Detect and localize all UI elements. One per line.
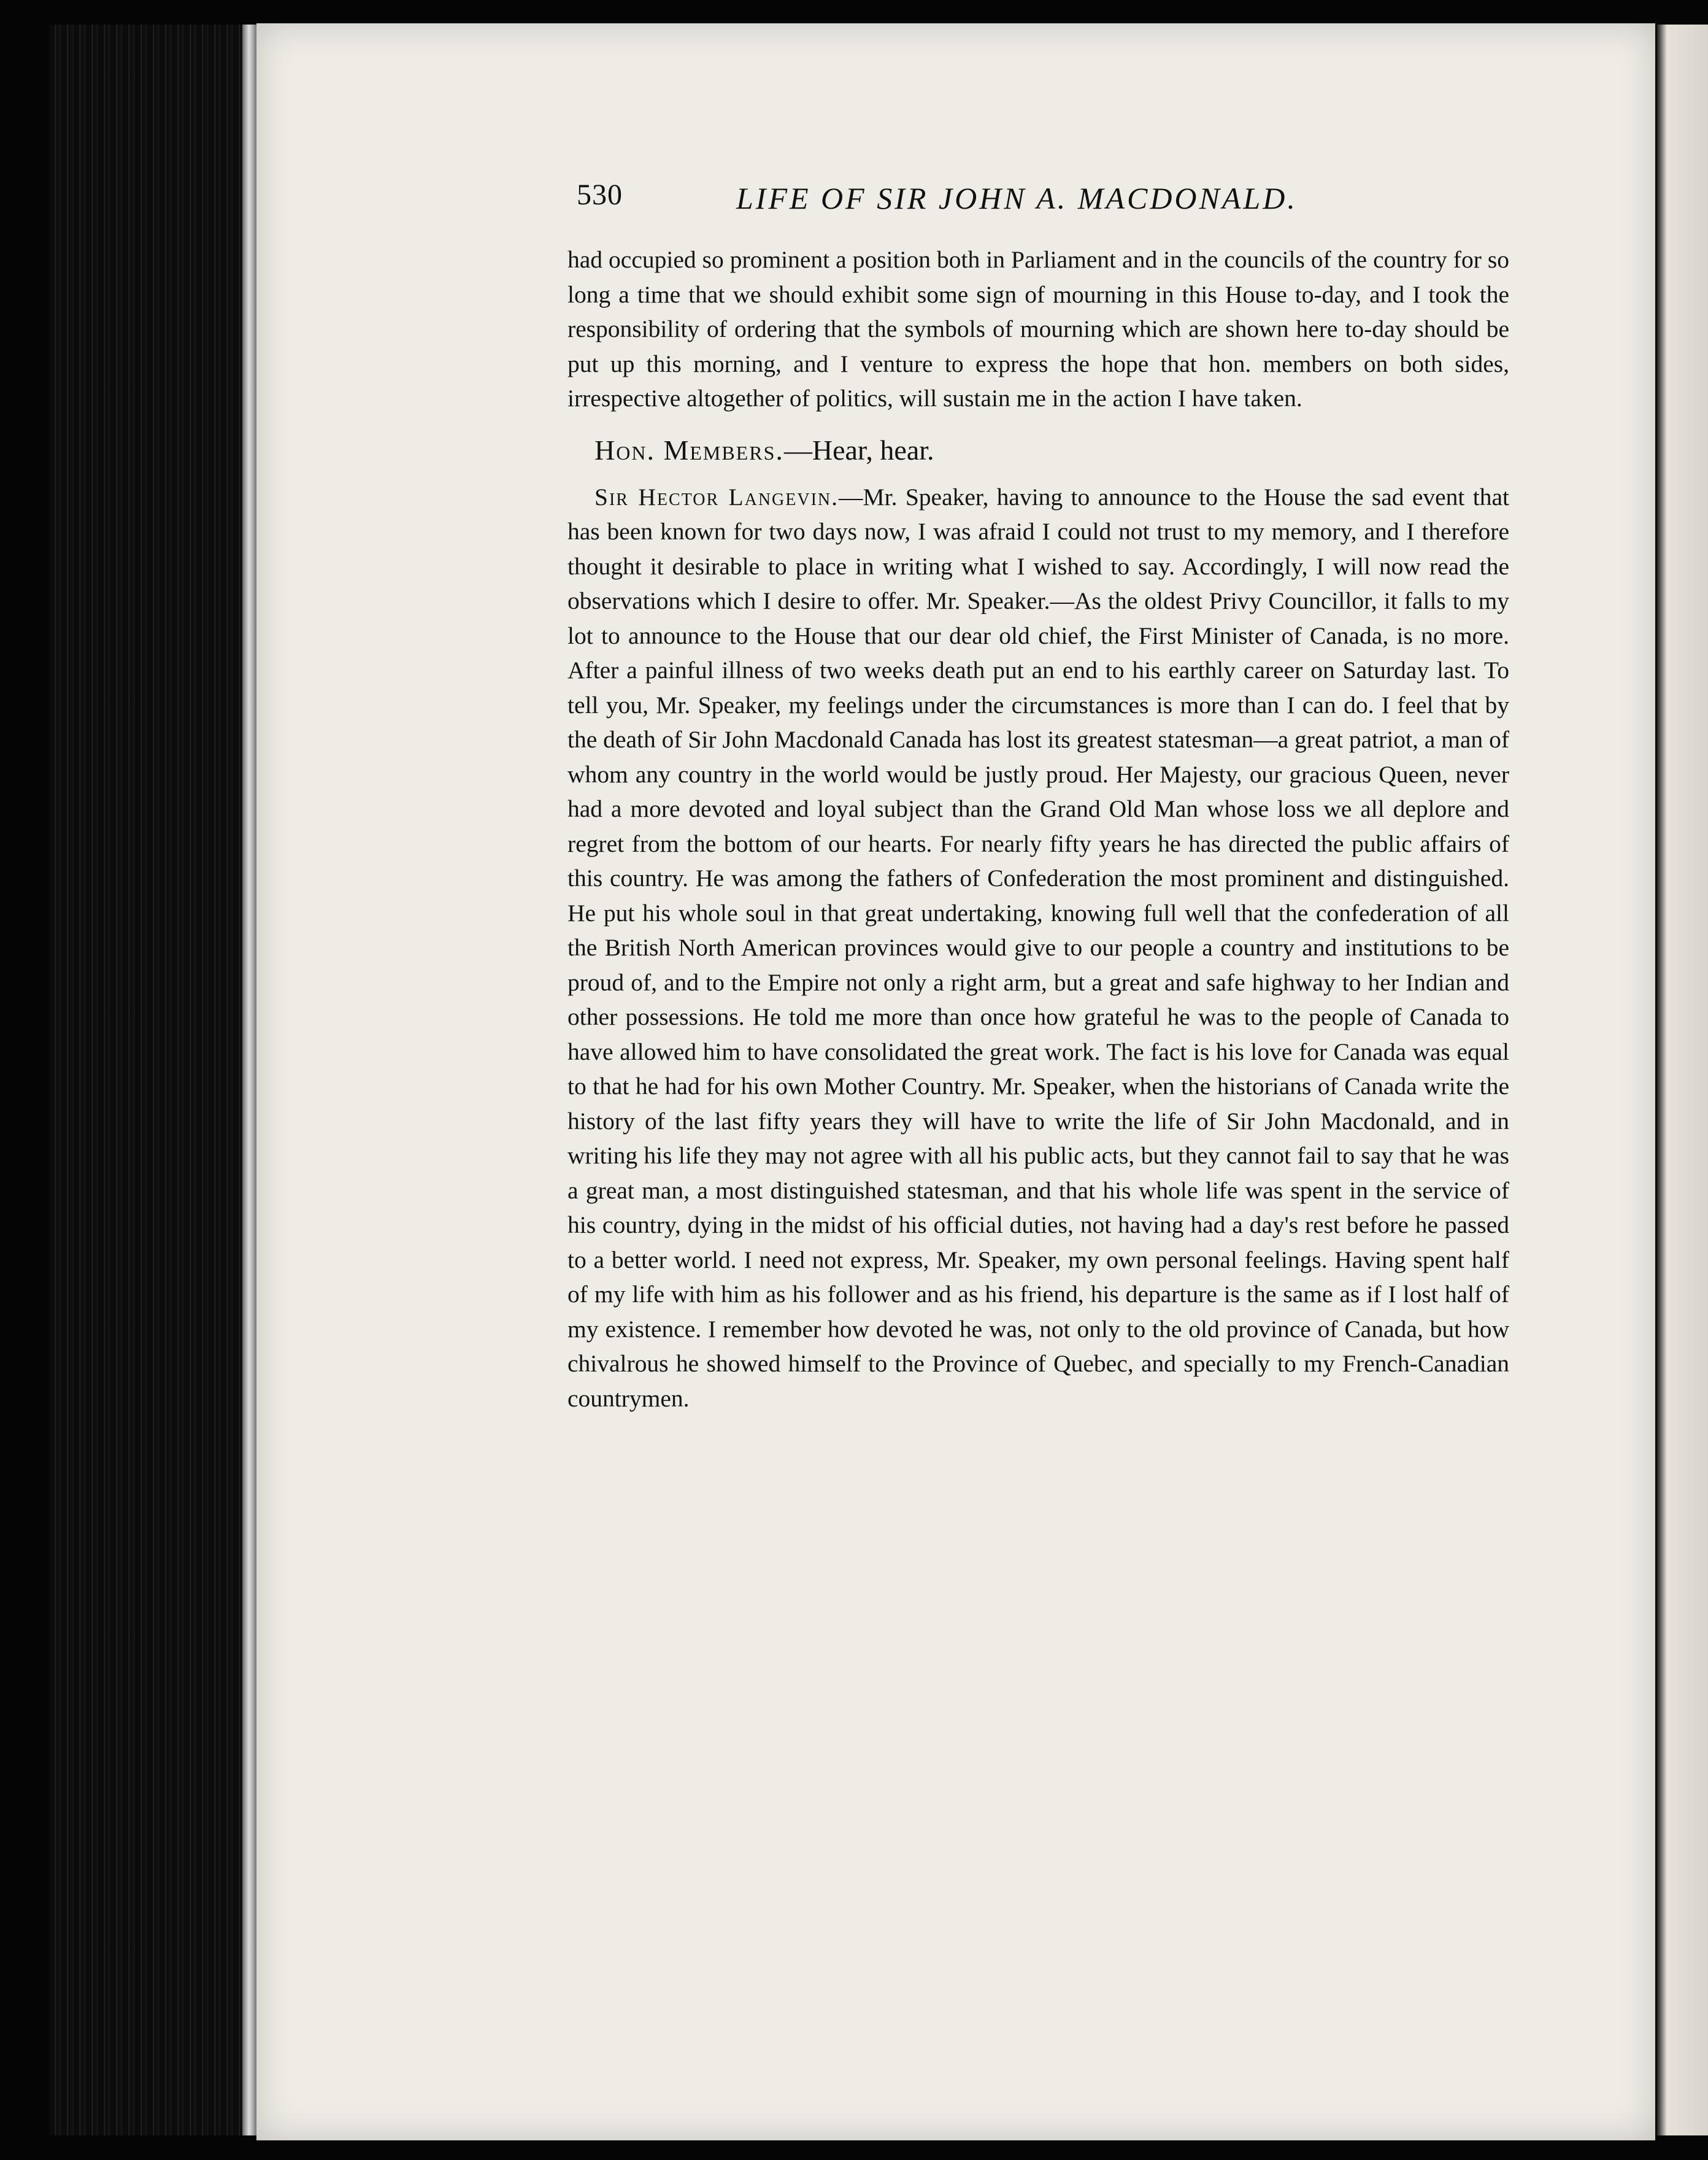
speech-paragraph xyxy=(567,480,1509,1416)
speech-speaker: Sir Hector Langevin. xyxy=(594,483,839,511)
page-number: 530 xyxy=(577,179,623,211)
running-title: LIFE OF SIR JOHN A. MACDONALD. xyxy=(736,181,1298,215)
opening-paragraph: had occupied so prominent a position both in Parliament and in the councils of the country for so long a time that we should exhibit some sign of mourning in this House to-day, and I took the responsibility of ordering that the symbols of mourning which are shown here to-day should be put up this morning, and I venture to express the hope that hon. members on both sides, irrespective altogether of politics, will sustain me in the action I have taken. xyxy=(567,246,1509,412)
page-header xyxy=(577,178,1374,227)
interjection-paragraph xyxy=(567,432,1509,469)
facing-page-edge xyxy=(1656,25,1708,2135)
interjection-speaker: Hon. Members. xyxy=(594,434,784,466)
speech-text: —Mr. Speaker, having to announce to the House the sad event that has been known for two days now, I was afraid I could not trust to my memory, and I therefore thought it desirable to place in writing what I wished to say. Accordingly, I will now read the observations which I desire to offer. Mr. Speaker.—As the oldest Privy Councillor, it falls to my lot to announce to the House that our dear old chief, the First Minister of Canada, is no more. After a painful illness of two weeks death put an end to his earthly career on Saturday last. To tell you, Mr. Speaker, my feelings under the circumstances is more than I can do. I feel that by the death of Sir John Macdonald Canada has lost its greatest statesman—a great patriot, a man of whom any country in the world would be justly proud. Her Majesty, our gracious Queen, never had a more devoted and loyal subject than the Grand Old Man whose loss we all deplore and regret from the bottom of our hearts. For nearly fifty years he has directed the public affairs of this country. He was among the fathers of Confederation the most prominent and distinguished. He put his whole soul in that great undertaking, knowing full well that the confederation of all the British North American provinces would give to our people a country and institutions to be proud of, and to the Empire not only a right arm, but a great and safe highway to her Indian and other possessions. He told me more than once how grateful he was to the people of Canada to have allowed him to have consolidated the great work. The fact is his love for Canada was equal to that he had for his own Mother Country. Mr. Speaker, when the historians of Canada write the history of the last fifty years they will have to write the life of Sir John Macdonald, and in writing his life they may not agree with all his public acts, but they cannot fail to say that he was a great man, a most distinguished statesman, and that his whole life was spent in the service of his country, dying in the midst of his official duties, not having had a day's rest before he passed to a better world. I need not express, Mr. Speaker, my own personal feelings. Having spent half of my life with him as his follower and as his friend, his departure is the same as if I lost half of my existence. I remember how devoted he was, not only to the old province of Canada, but how chivalrous he showed himself to the Province of Quebec, and specially to my French-Canadian countrymen. xyxy=(567,483,1509,1412)
book-gutter xyxy=(49,25,252,2135)
body-text xyxy=(567,242,1509,1416)
interjection-text: —Hear, hear. xyxy=(783,434,934,466)
